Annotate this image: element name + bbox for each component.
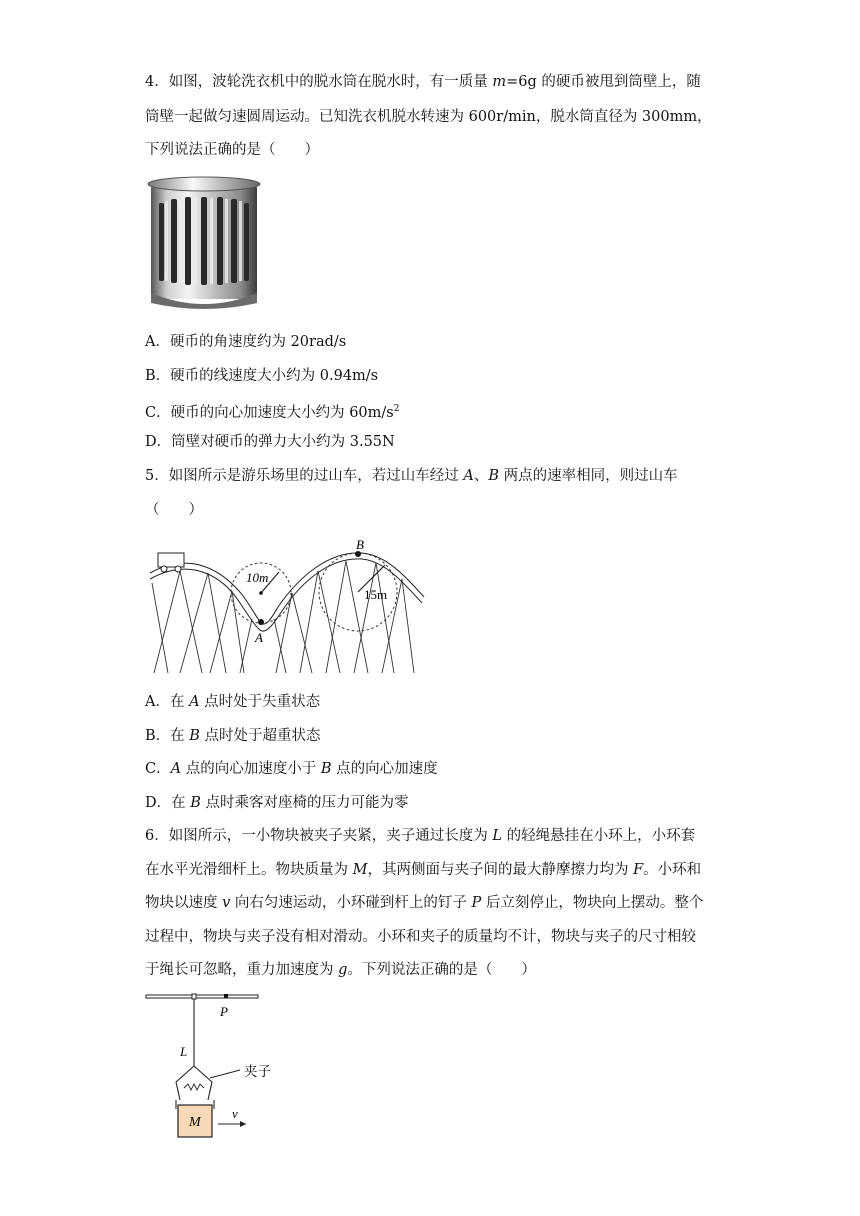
- q5-option-c-var1: A: [170, 761, 182, 777]
- q5-option-c-pre: C．: [145, 761, 171, 777]
- block-m-label: M: [189, 1115, 201, 1130]
- q6-var-f: F: [633, 862, 644, 878]
- q4-number: 4．: [145, 74, 169, 90]
- q6-text-2a: 在水平光滑细杆上。物块质量为: [145, 862, 353, 878]
- q6-text-2c: 。小环和: [643, 862, 702, 878]
- q5-option-d-var: B: [190, 795, 201, 811]
- q6-var-m: M: [352, 862, 368, 878]
- q5-option-a-var: A: [189, 694, 200, 710]
- q6-text-3a: 物块以速度: [145, 895, 223, 911]
- q4-option-c-text: C．硬币的向心加速度大小约为 60m/s: [145, 405, 394, 421]
- q6-text-3b: 向右匀速运动，小环碰到杆上的钉子: [230, 895, 472, 911]
- q5-option-c-post: 点的向心加速度: [331, 761, 438, 777]
- q5-sep: 、: [473, 468, 489, 484]
- q5-option-b-var: B: [189, 728, 200, 744]
- q6-text-2b: ，其两侧面与夹子间的最大静摩擦力均为: [367, 862, 634, 878]
- q5-option-d-pre: D．在: [145, 795, 191, 811]
- radius-15m-label: 15m: [364, 587, 388, 602]
- q6-text-5b: 。下列说法正确的是（ ）: [347, 962, 536, 978]
- q4-line-1: [145, 72, 701, 92]
- q4-option-b: B．硬币的线速度大小约为 0.94m/s: [145, 368, 379, 384]
- q6-text-5a: 于绳长可忽略，重力加速度为: [145, 962, 339, 978]
- nail-p-label: P: [220, 1004, 228, 1019]
- q5-option-c-var2: B: [320, 761, 332, 777]
- q4-line-3: 下列说法正确的是（ ）: [145, 142, 319, 158]
- q5-text-a: 5．如图所示是游乐场里的过山车，若过山车经过: [145, 468, 464, 484]
- q4-text-b: =6g 的硬币被甩到筒壁上，随: [506, 74, 701, 90]
- clip-pendulum-figure: [140, 990, 300, 1146]
- rope-l-label: L: [180, 1044, 188, 1059]
- q4-option-c: [145, 399, 399, 423]
- q6-text-1a: 6．如图所示，一小物块被夹子夹紧，夹子通过长度为: [145, 828, 493, 844]
- q5-var-a: A: [463, 468, 474, 484]
- q4-option-c-exponent: 2: [393, 404, 400, 414]
- q6-text-3c: 后立刻停止，物块向上摆动。整个: [481, 895, 704, 911]
- q6-text-1b: 的轻绳悬挂在小环上，小环套: [501, 828, 696, 844]
- q5-var-b: B: [488, 468, 499, 484]
- q6-var-v: v: [222, 895, 231, 911]
- q5-option-a-pre: A．在: [145, 694, 190, 710]
- q6-line-4: 过程中，物块与夹子没有相对滑动。小环和夹子的质量均不计，物块与夹子的尺寸相较: [145, 929, 696, 945]
- q6-var-p: P: [471, 895, 482, 911]
- q6-var-g: g: [338, 962, 348, 978]
- q5-option-b-pre: B．在: [145, 728, 190, 744]
- velocity-v-label: v: [232, 1106, 238, 1121]
- q6-line-2: [145, 860, 701, 880]
- q4-text-a: 如图，波轮洗衣机中的脱水筒在脱水时，有一质量: [168, 74, 493, 90]
- q4-var-m: m: [492, 74, 507, 90]
- washing-drum-image: [145, 175, 263, 315]
- q5-option-c: [145, 759, 438, 779]
- clip-label: 夹子: [244, 1064, 271, 1080]
- q5-option-c-mid: 点的向心加速度小于: [181, 761, 321, 777]
- q6-var-l: L: [492, 828, 502, 844]
- q5-option-a-post: 点时处于失重状态: [199, 694, 321, 710]
- q5-option-d: [145, 793, 409, 813]
- q6-line-1: [145, 826, 695, 846]
- q4-line-2: 筒壁一起做匀速圆周运动。已知洗衣机脱水转速为 600r/min，脱水筒直径为 300mm，: [145, 109, 712, 125]
- q5-option-d-post: 点时乘客对座椅的压力可能为零: [200, 795, 409, 811]
- q5-option-b: [145, 726, 321, 746]
- point-a-label: A: [255, 630, 263, 645]
- roller-coaster-figure: [140, 535, 430, 675]
- q5-line-2: （ ）: [145, 502, 203, 518]
- q6-line-5: [145, 960, 536, 980]
- q6-line-3: [145, 893, 703, 913]
- q5-text-b: 两点的速率相同，则过山车: [498, 468, 678, 484]
- q5-line-1: [145, 466, 678, 486]
- q5-option-a: [145, 692, 320, 712]
- q5-option-b-post: 点时处于超重状态: [199, 728, 321, 744]
- q4-option-a: A．硬币的角速度约为 20rad/s: [145, 334, 347, 350]
- radius-10m-label: 10m: [246, 570, 269, 585]
- point-b-label: B: [356, 537, 364, 552]
- q4-option-d: D．筒壁对硬币的弹力大小约为 3.55N: [145, 434, 395, 450]
